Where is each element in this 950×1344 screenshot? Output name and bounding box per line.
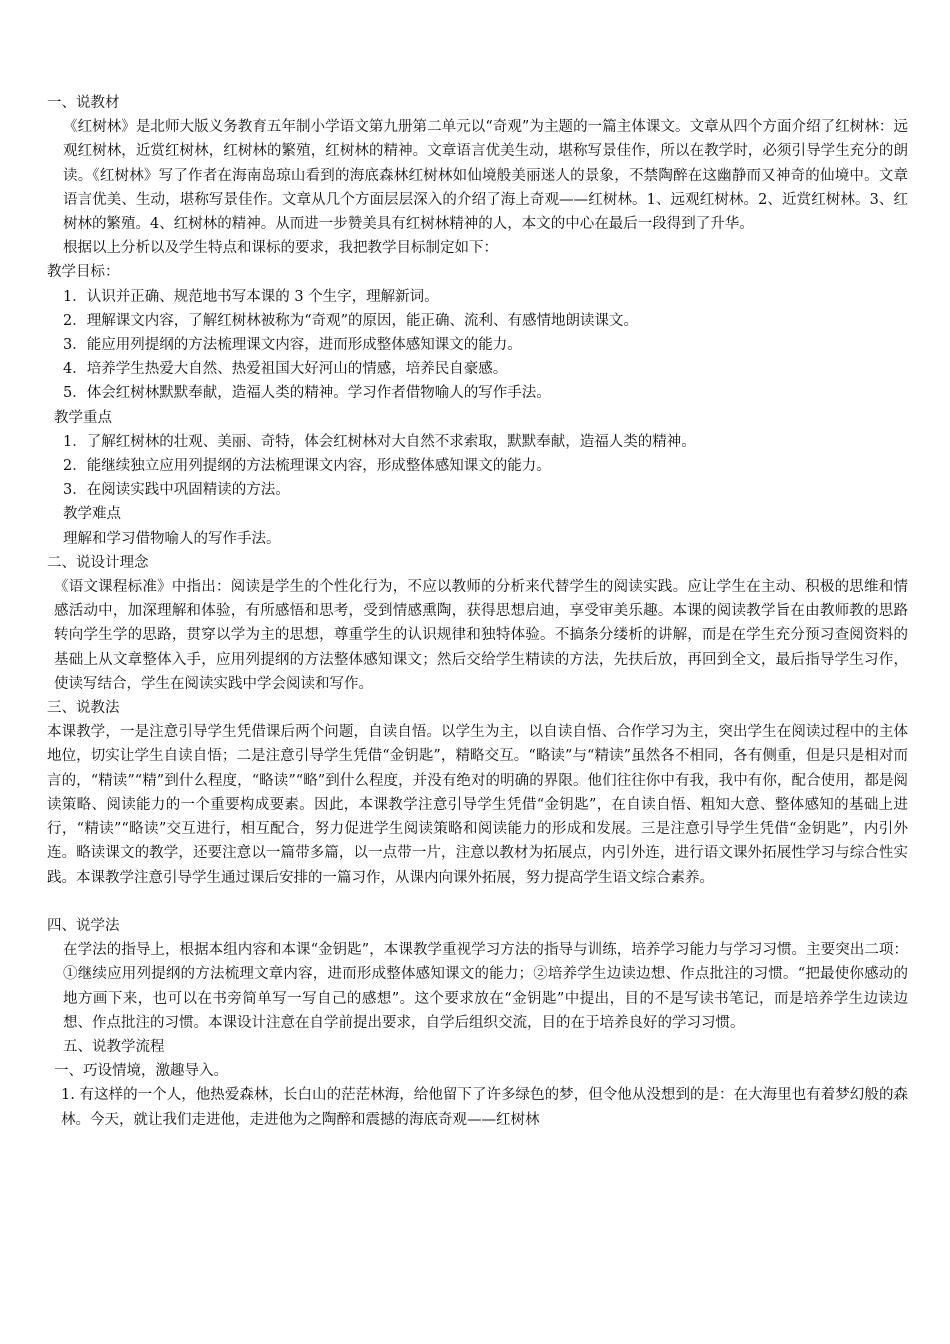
- section-heading-teaching-method: 三、说教法: [47, 700, 120, 717]
- process-paragraph: 1. 有这样的一个人，他热爱森林，长白山的茫茫林海，给他留下了许多绿色的梦，但令他从没想到的是：在大海里也有着梦幻般的森林。今天，就让我们走进他，走进他为之陶醉和震撼的海底奇观——红树林: [61, 1087, 908, 1128]
- blank-line: [47, 890, 908, 914]
- difficulty-text: 理解和学习借物喻人的写作手法。: [63, 530, 281, 547]
- goals-intro: 根据以上分析以及学生特点和课标的要求，我把教学目标制定如下：: [63, 240, 498, 257]
- goal-item: 1．认识并正确、规范地书写本课的 3 个生字，理解新词。: [63, 288, 439, 305]
- focus-item: 1．了解红树林的壮观、美丽、奇特，体会红树林对大自然不求索取，默默奉献，造福人类的精神。: [63, 433, 696, 450]
- learning-method-paragraph: 在学法的指导上，根据本组内容和本课“金钥匙”，本课教学重视学习方法的指导与训练，培养学习能力与学习习惯。主要突出二项：①继续应用列提纲的方法梳理文章内容，进而形成整体感知课文的能力；②培养学生边读边想、作点批注的习惯。“把最使你感动的地方画下来，也可以在书旁简单写一写自己的感想”。这个要求放在“金钥匙”中提出，目的不是写读书笔记，而是培养学生边读边想、作点批注的习惯。本课设计注意在自学前提出要求，自学后组织交流，目的在于培养良好的学习习惯。: [63, 942, 908, 1031]
- focus-title: 教学重点: [54, 409, 112, 426]
- section-heading-materials: 一、说教材: [47, 95, 120, 111]
- goal-item: 5．体会红树林默默奉献，造福人类的精神。学习作者借物喻人的写作手法。: [63, 385, 551, 402]
- section-heading-learning-method: 四、说学法: [47, 917, 120, 934]
- focus-item: 2．能继续独立应用列提纲的方法梳理课文内容，形成整体感知课文的能力。: [63, 458, 551, 475]
- goals-title: 教学目标：: [47, 264, 120, 281]
- section-heading-process: 五、说教学流程: [63, 1038, 165, 1055]
- materials-paragraph: 《红树林》是北师大版义务教育五年制小学语文第九册第二单元以“奇观”为主题的一篇主体课文。文章从四个方面介绍了红树林：远观红树林，近赏红树林，红树林的繁殖，红树林的精神。文章语言优美生动，堪称写景佳作，所以在教学时，必须引导学生充分的朗读。《红树林》写了作者在海南岛琼山看到的海底森林红树林如仙境般美丽迷人的景象，不禁陶醉在这幽静而又神奇的仙境中。文章语言优美、生动，堪称写景佳作。文章从几个方面层层深入的介绍了海上奇观——红树林。1、远观红树林。2、近赏红树林。3、红树林的繁殖。4、红树林的精神。从而进一步赞美具有红树林精神的人，本文的中心在最后一段得到了升华。: [63, 119, 908, 233]
- focus-item: 3．在阅读实践中巩固精读的方法。: [63, 482, 290, 499]
- section-heading-design: 二、说设计理念: [47, 554, 149, 571]
- teaching-method-paragraph: 本课教学，一是注意引导学生凭借课后两个问题，自读自悟。以学生为主，以自读自悟、合作学习为主，突出学生在阅读过程中的主体地位，切实让学生自读自悟；二是注意引导学生凭借“金钥匙”，精略交互。“略读”与“精读”虽然各不相同，各有侧重，但是只是相对而言的，“精读”“精”到什么程度，“略读”“略”到什么程度，并没有绝对的明确的界限。他们往往你中有我，我中有你，配合使用，都是阅读策略、阅读能力的一个重要构成要素。因此，本课教学注意引导学生凭借“金钥匙”，在自读自悟、粗知大意、整体感知的基础上进行，“精读”“略读”交互进行，相互配合，努力促进学生阅读策略和阅读能力的形成和发展。三是注意引导学生凭借“金钥匙”，内引外连。略读课文的教学，还要注意以一篇带多篇，以一点带一片，注意以教材为拓展点，内引外连，进行语文课外拓展性学习与综合性实践。本课教学注意引导学生通过课后安排的一篇习作，从课内向课外拓展，努力提高学生语文综合素养。: [47, 724, 908, 886]
- design-paragraph: 《语文课程标准》中指出：阅读是学生的个性化行为，不应以教师的分析来代替学生的阅读实践。应让学生在主动、积极的思维和情感活动中，加深理解和体验，有所感悟和思考，受到情感熏陶，获得思想启迪，享受审美乐趣。本课的阅读教学旨在由教师教的思路转向学生学的思路，贯穿以学为主的思想，尊重学生的认识规律和独特体验。不搞条分缕析的讲解，而是在学生充分预习查阅资料的基础上从文章整体入手，应用列提纲的方法整体感知课文；然后交给学生精读的方法，先扶后放，再回到全文，最后指导学生习作，使读写结合，学生在阅读实践中学会阅读和写作。: [54, 579, 908, 692]
- goal-item: 4．培养学生热爱大自然、热爱祖国大好河山的情感，培养民自豪感。: [63, 361, 508, 378]
- goal-item: 2．理解课文内容，了解红树林被称为“奇观”的原因，能正确、流利、有感情地朗读课文。: [63, 312, 639, 329]
- goal-item: 3．能应用列提纲的方法梳理课文内容，进而形成整体感知课文的能力。: [63, 337, 522, 354]
- process-subheading: 一、巧设情境，激趣导入。: [54, 1063, 228, 1080]
- difficulty-title: 教学难点: [63, 506, 121, 523]
